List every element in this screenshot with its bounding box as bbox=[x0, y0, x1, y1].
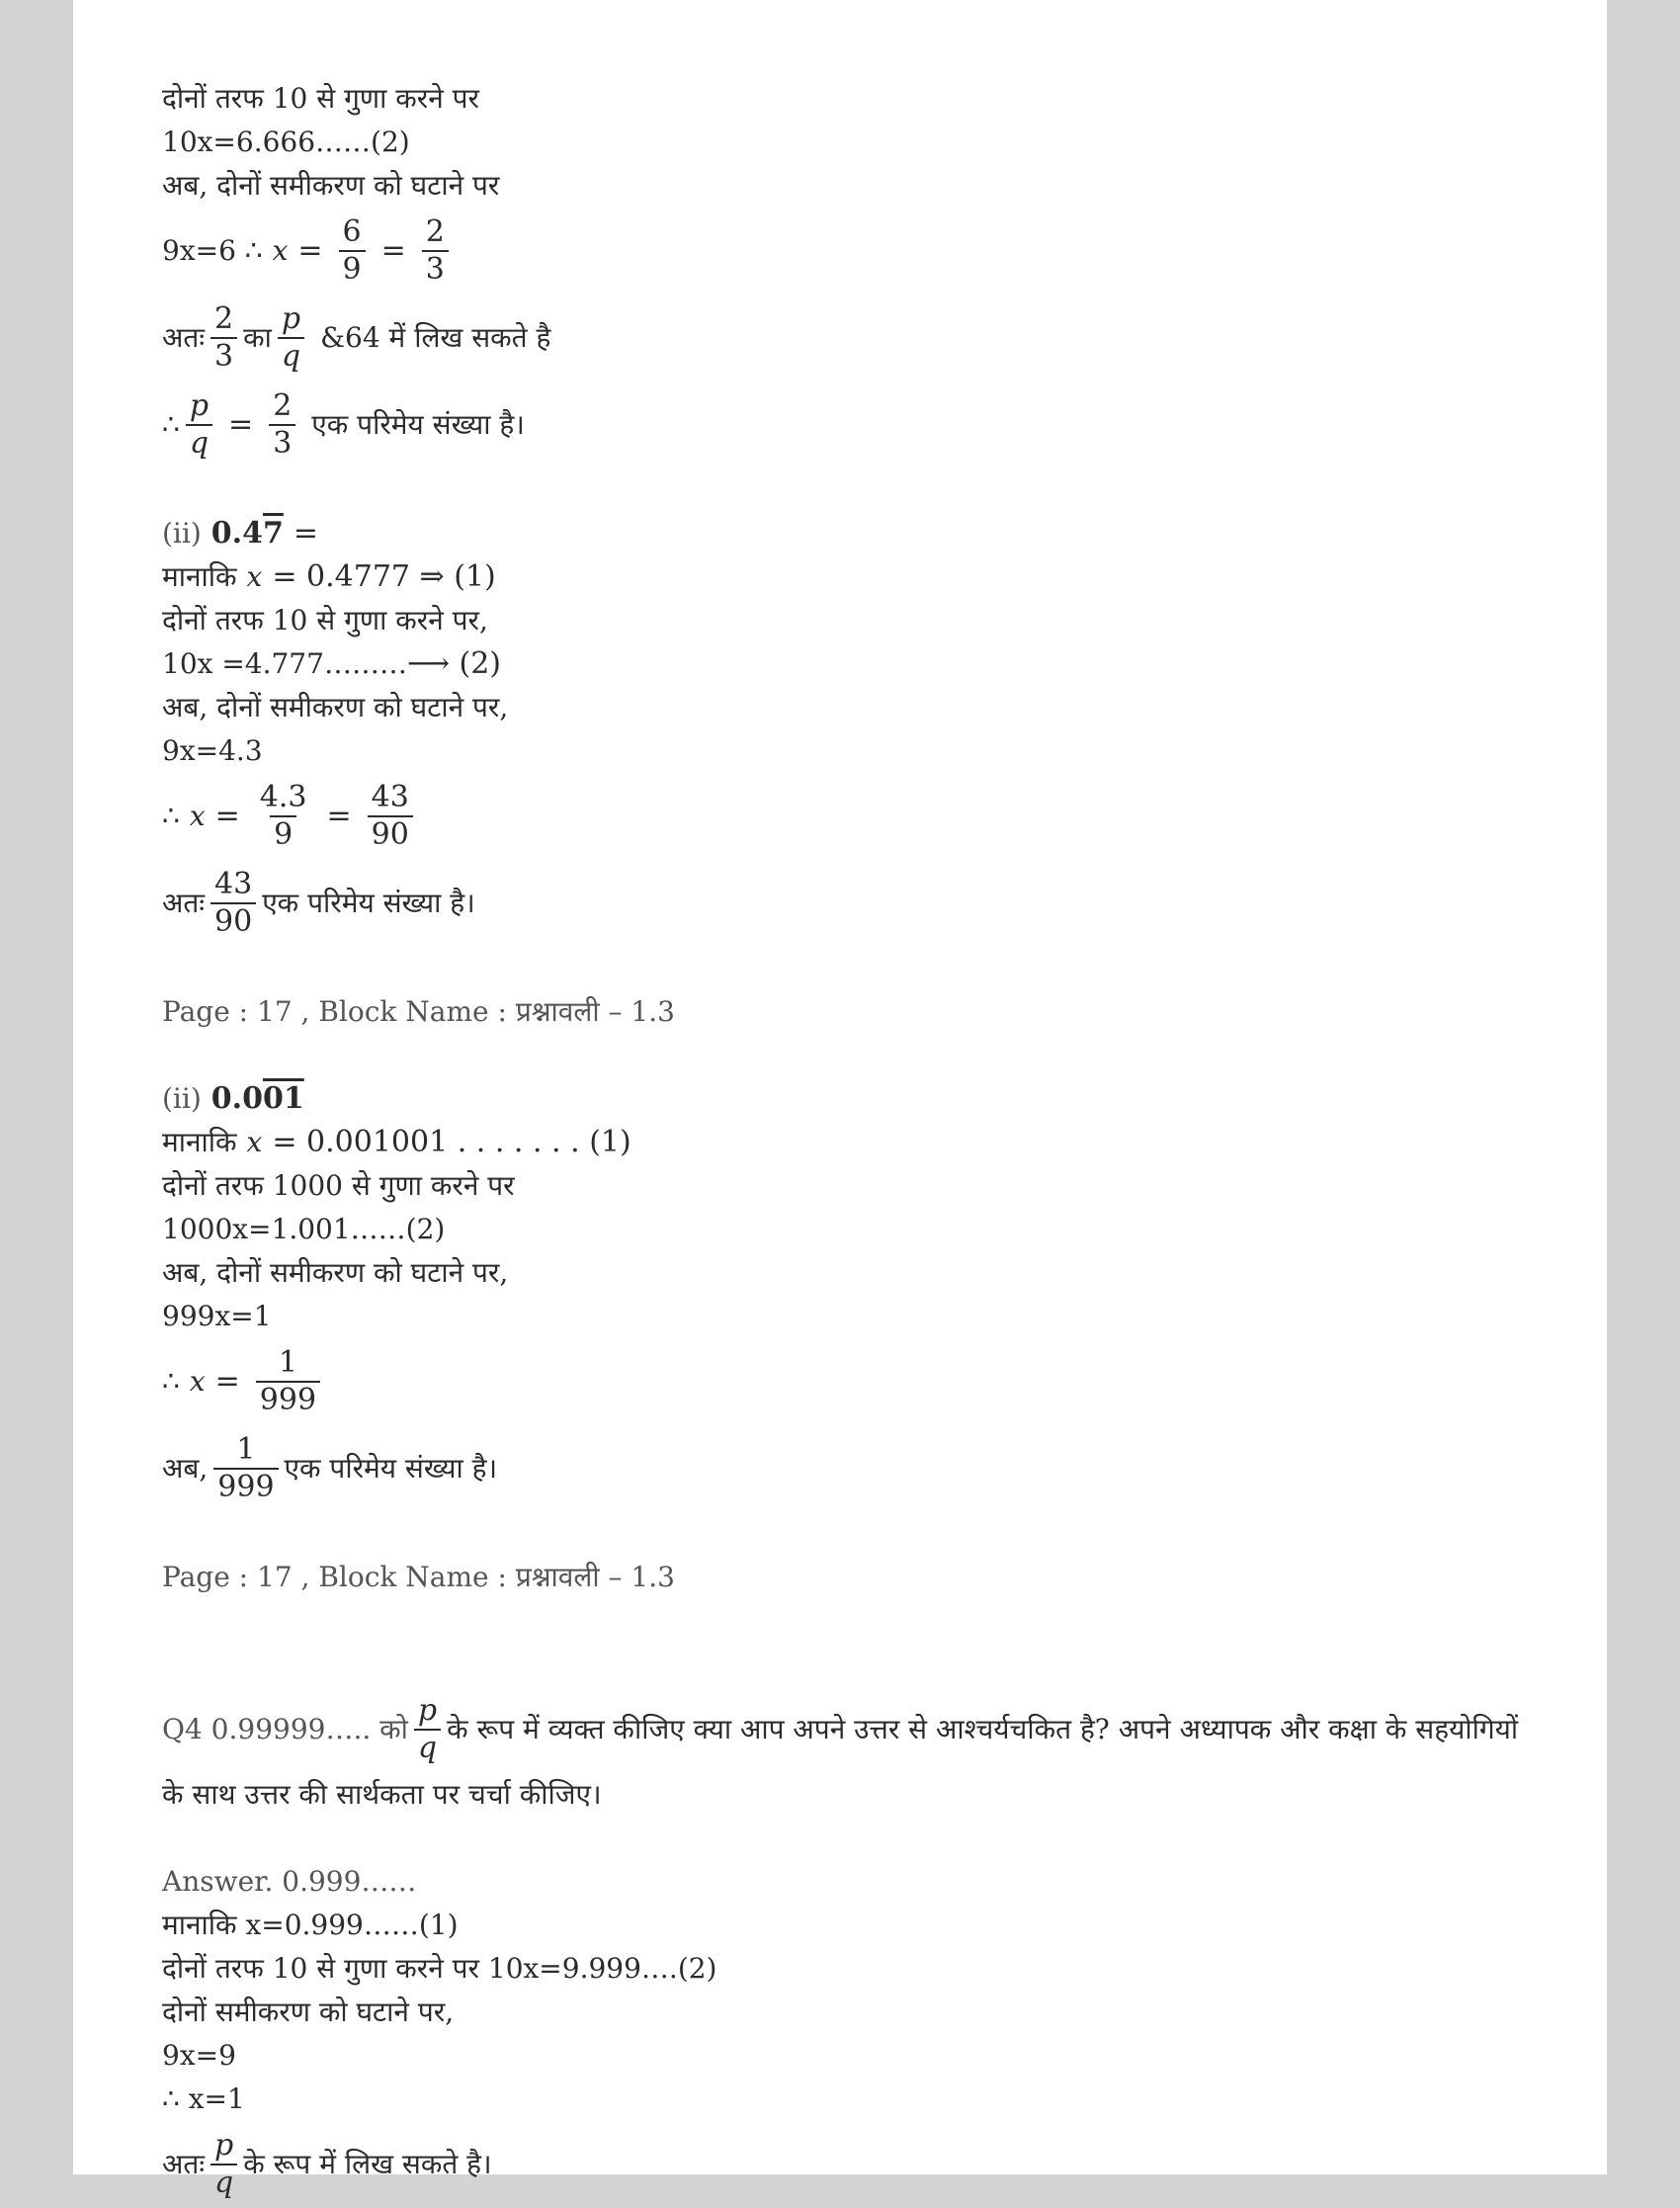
text-line: दोनों तरफ 1000 से गुणा करने पर bbox=[162, 1169, 515, 1202]
text-line: अब, दोनों समीकरण को घटाने पर, bbox=[162, 1256, 509, 1289]
therefore-symbol: ∴ bbox=[162, 800, 180, 832]
numerator: p bbox=[214, 2128, 234, 2163]
equation-line bbox=[162, 860, 1526, 947]
numerator: 2 bbox=[273, 388, 293, 423]
equation-line: ∴ x=1 bbox=[162, 2082, 245, 2115]
equation-fragment: ⟶ (2) bbox=[406, 646, 501, 681]
numerator: p bbox=[417, 1693, 438, 1728]
denominator: q bbox=[278, 337, 304, 375]
text-line: अब, दोनों समीकरण को घटाने पर, bbox=[162, 691, 509, 723]
text-fragment: &64 में लिख सकते है bbox=[320, 321, 551, 354]
subquestion-heading bbox=[162, 512, 1526, 555]
text-fragment: एक परिमेय संख्या है। bbox=[262, 887, 475, 919]
text-line: अब, दोनों समीकरण को घटाने पर bbox=[162, 169, 500, 202]
equation-line bbox=[162, 2121, 1526, 2208]
denominator: 9 bbox=[339, 250, 366, 288]
text-fragment: के रूप में लिख सकते है। bbox=[243, 2148, 492, 2180]
decimal-number: 0.4 bbox=[210, 516, 263, 551]
therefore-symbol: ∴ bbox=[162, 408, 180, 441]
numerator: 43 bbox=[371, 780, 409, 814]
variable-x: x bbox=[189, 1365, 206, 1398]
equation-rest: = 0.4777 ⇒ (1) bbox=[272, 559, 496, 594]
variable-x: x bbox=[189, 800, 206, 832]
equation-line: 1000x=1.001……(2) bbox=[162, 1213, 446, 1245]
equals-sign: = bbox=[228, 407, 254, 442]
equals-sign: = bbox=[326, 799, 352, 833]
fraction bbox=[256, 1345, 320, 1418]
text-fragment: एक परिमेय संख्या है। bbox=[311, 408, 525, 441]
fraction bbox=[210, 2128, 237, 2201]
denominator: 3 bbox=[269, 424, 295, 462]
repeating-digits: 01 bbox=[262, 1081, 304, 1116]
equation-line: 9x=9 bbox=[162, 2039, 236, 2072]
text-line: दोनों तरफ 10 से गुणा करने पर, bbox=[162, 604, 488, 637]
numerator: 1 bbox=[278, 1345, 297, 1380]
denominator: q bbox=[186, 424, 212, 462]
equation-line bbox=[162, 208, 1526, 295]
fraction bbox=[186, 388, 212, 462]
equation-line: 10x=6.666……(2) bbox=[162, 126, 410, 158]
equation-fragment: 10x =4.777……… bbox=[162, 647, 407, 680]
page-reference: Page : 17 , Block Name : प्रश्नावली – 1.3 bbox=[162, 995, 675, 1028]
text-fragment: मानाकि bbox=[162, 560, 237, 593]
equation-line: मानाकि x=0.999……(1) bbox=[162, 1909, 459, 1941]
fraction bbox=[213, 1432, 278, 1505]
equation-rest: = 0.001001 . . . . . . . (1) bbox=[272, 1125, 631, 1159]
answer-heading: Answer. 0.999…… bbox=[162, 1865, 417, 1898]
text-fragment: का bbox=[243, 321, 272, 354]
fraction bbox=[368, 780, 413, 853]
denominator: 3 bbox=[210, 337, 237, 375]
text-line: दोनों तरफ 10 से गुणा करने पर bbox=[162, 82, 479, 115]
denominator: 90 bbox=[368, 815, 413, 853]
text-fragment: मानाकि bbox=[162, 1126, 237, 1158]
fraction bbox=[210, 867, 256, 940]
repeating-digit: 7 bbox=[262, 516, 284, 551]
text-fragment: एक परिमेय संख्या है। bbox=[284, 1452, 498, 1485]
document-page bbox=[73, 0, 1607, 2200]
subquestion-label: (ii) bbox=[162, 1082, 202, 1115]
fraction bbox=[278, 301, 304, 375]
equation-line bbox=[162, 1425, 1526, 1512]
fraction bbox=[269, 388, 295, 462]
fraction bbox=[210, 301, 237, 375]
document-content bbox=[162, 77, 1526, 2208]
denominator: 90 bbox=[210, 902, 256, 940]
fraction bbox=[414, 1693, 441, 1766]
text-line: दोनों समीकरण को घटाने पर, bbox=[162, 1996, 455, 2028]
text-fragment: अतः bbox=[162, 321, 206, 354]
numerator: 2 bbox=[425, 214, 445, 249]
denominator: q bbox=[210, 2164, 237, 2201]
fraction bbox=[422, 214, 449, 288]
equation-line: 999x=1 bbox=[162, 1300, 272, 1332]
numerator: 2 bbox=[214, 301, 234, 336]
text-fragment: अतः bbox=[162, 887, 206, 919]
variable-x: x bbox=[246, 560, 263, 593]
equation-line: 9x=4.3 bbox=[162, 734, 263, 767]
numerator: 1 bbox=[236, 1432, 256, 1467]
equation-line bbox=[162, 642, 1526, 686]
therefore-symbol: ∴ bbox=[162, 1365, 180, 1398]
equation-line bbox=[162, 1121, 1526, 1164]
subquestion-heading bbox=[162, 1077, 1526, 1121]
variable-x: x bbox=[246, 1126, 263, 1158]
text-line: दोनों तरफ 10 से गुणा करने पर 10x=9.999….(2) bbox=[162, 1952, 717, 1985]
numerator: 6 bbox=[342, 214, 362, 249]
equation-line bbox=[162, 1338, 1526, 1425]
numerator: p bbox=[281, 301, 301, 336]
equals-sign: = bbox=[214, 1364, 240, 1399]
denominator: 999 bbox=[256, 1381, 320, 1418]
denominator: 3 bbox=[422, 250, 449, 288]
equals-sign: = bbox=[214, 799, 240, 833]
denominator: q bbox=[414, 1729, 441, 1766]
question-text: के रूप में व्यक्त कीजिए क्या आप अपने उत्तर से आश्चर्यचकित है? अपने अध्यापक और कक्षा के सहयोगियों bbox=[447, 1713, 1519, 1745]
variable-x: x bbox=[272, 234, 289, 267]
equation-line bbox=[162, 773, 1526, 860]
question-line: के साथ उत्तर की सार्थकता पर चर्चा कीजिए। bbox=[162, 1778, 602, 1811]
fraction bbox=[256, 780, 311, 853]
question-prefix: Q4 0.99999….. को bbox=[162, 1713, 408, 1745]
page-reference: Page : 17 , Block Name : प्रश्नावली – 1.3 bbox=[162, 1561, 675, 1593]
numerator: 43 bbox=[214, 867, 253, 901]
subquestion-label: (ii) bbox=[162, 517, 202, 550]
fraction bbox=[339, 214, 366, 288]
equals-sign: = bbox=[297, 233, 323, 268]
denominator: 999 bbox=[213, 1468, 278, 1505]
equation-line bbox=[162, 295, 1526, 382]
numerator: 4.3 bbox=[259, 780, 307, 814]
equals-sign: = bbox=[293, 516, 318, 551]
numerator: p bbox=[189, 388, 210, 423]
equation-line bbox=[162, 382, 1526, 468]
text-fragment: अतः bbox=[162, 2148, 206, 2180]
question-line bbox=[162, 1686, 1526, 1773]
equals-sign: = bbox=[380, 233, 406, 268]
equation-line bbox=[162, 555, 1526, 599]
decimal-number: 0.0 bbox=[210, 1081, 263, 1116]
text-fragment: अब, bbox=[162, 1452, 209, 1485]
equation-prefix: 9x=6 ∴ bbox=[162, 234, 263, 267]
denominator: 9 bbox=[270, 815, 296, 853]
